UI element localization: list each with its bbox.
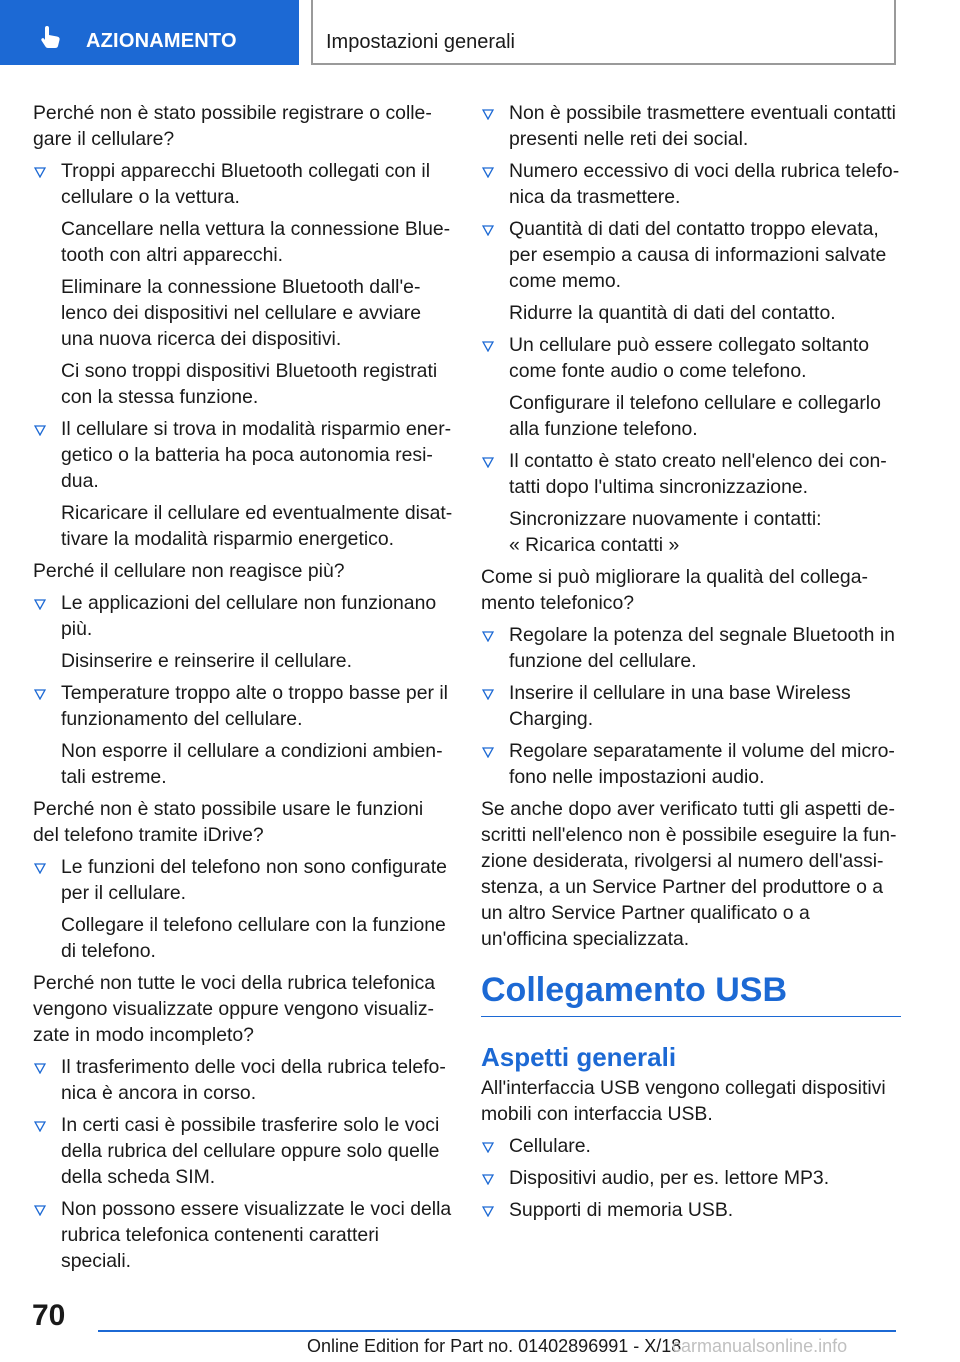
triangle-bullet-icon (34, 689, 46, 700)
left-column (33, 100, 453, 1280)
list-item (33, 1196, 453, 1274)
list-item-text: Troppi apparecchi Bluetooth collegati con il cellulare o la vettura. (61, 160, 430, 208)
list-item (481, 216, 901, 326)
bullet-list (481, 100, 901, 558)
list-item (481, 158, 901, 210)
bullet-list (481, 1133, 901, 1223)
triangle-bullet-icon (482, 109, 494, 120)
list-item-action: Disinserire e reinserire il cellulare. (61, 650, 352, 672)
hand-pointer-icon (38, 24, 64, 50)
question-no-response: Perché il cellulare non reagisce più? (33, 560, 345, 582)
list-item (481, 100, 901, 152)
triangle-bullet-icon (34, 1205, 46, 1216)
right-column (481, 100, 901, 1229)
bullet-list (33, 1054, 453, 1274)
section-tab (0, 0, 299, 65)
triangle-bullet-icon (482, 1142, 494, 1153)
triangle-bullet-icon (34, 1121, 46, 1132)
triangle-bullet-icon (34, 425, 46, 436)
triangle-bullet-icon (34, 599, 46, 610)
list-item (33, 1112, 453, 1190)
triangle-bullet-icon (482, 631, 494, 642)
list-item-text: Il contatto è stato creato nell'elenco dei contatti dopo l'ultima sincronizzazione. (509, 450, 887, 498)
question-idrive: Perché non è stato possibile usare le funzioni del telefono tramite iDrive? (33, 798, 424, 846)
list-item-text: Supporti di memoria USB. (509, 1199, 734, 1221)
question-registration: Perché non è stato possibile registrare o collegare il cellulare? (33, 102, 432, 150)
list-item-text: Regolare separatamente il volume del microfono nelle impostazioni audio. (509, 740, 895, 788)
list-item-text: Numero eccessivo di voci della rubrica telefonica da trasmettere. (509, 160, 900, 208)
list-item-text: Regolare la potenza del segnale Bluetooth in funzione del cellulare. (509, 624, 895, 672)
triangle-bullet-icon (34, 1063, 46, 1074)
list-item-action: Ridurre la quantità di dati del contatto. (509, 302, 836, 324)
watermark: carmanualsonline.info (672, 1336, 848, 1356)
list-item (481, 1133, 901, 1159)
list-item (481, 622, 901, 674)
list-item-action: Cancellare nella vettura la connessione Bluetooth con altri apparecchi. (61, 218, 451, 266)
triangle-bullet-icon (482, 167, 494, 178)
list-item-action: Collegare il telefono cellulare con la funzione di telefono. (61, 914, 446, 962)
list-item (33, 416, 453, 552)
section-label: AZIONAMENTO (86, 30, 237, 52)
list-item-text: Inserire il cellulare in una base Wireless Charging. (509, 682, 851, 730)
list-item-action: Eliminare la connessione Bluetooth dall'elenco dei dispositivi nel cellulare e avviare una nuova ricerca dei dispositivi. (61, 276, 421, 350)
list-item (481, 1165, 901, 1191)
list-item-text: In certi casi è possibile trasferire solo le voci della rubrica del cellulare oppure solo quelle della scheda SIM. (61, 1114, 440, 1188)
list-item-action: Sincronizzare nuovamente i contatti: « Ricarica contatti » (509, 508, 822, 556)
triangle-bullet-icon (482, 747, 494, 758)
bullet-list (33, 590, 453, 790)
list-item (33, 854, 453, 964)
question-phonebook: Perché non tutte le voci della rubrica telefonica vengono visualizzate oppure vengono visualizzate in modo incompleto? (33, 972, 436, 1046)
list-item (481, 738, 901, 790)
triangle-bullet-icon (482, 225, 494, 236)
list-item (33, 158, 453, 410)
list-item-text: Il cellulare si trova in modalità risparmio energetico o la batteria ha poca autonomia residua. (61, 418, 452, 492)
triangle-bullet-icon (34, 167, 46, 178)
list-item (481, 332, 901, 442)
list-item-action: Ricaricare il cellulare ed eventualmente disattivare la modalità risparmio energetico. (61, 502, 453, 550)
list-item-action: Configurare il telefono cellulare e collegarlo alla funzione telefono. (509, 392, 881, 440)
bullet-list (33, 158, 453, 552)
triangle-bullet-icon (482, 689, 494, 700)
list-item (33, 1054, 453, 1106)
list-item-action: Ci sono troppi dispositivi Bluetooth registrati con la stessa funzione. (61, 360, 438, 408)
list-item-text: Il trasferimento delle voci della rubrica telefonica è ancora in corso. (61, 1056, 446, 1104)
list-item-text: Cellulare. (509, 1135, 591, 1157)
list-item-text: Un cellulare può essere collegato soltanto come fonte audio o come telefono. (509, 334, 870, 382)
triangle-bullet-icon (482, 1174, 494, 1185)
closing-paragraph: Se anche dopo aver verificato tutti gli aspetti descritti nell'elenco non è possibile eseguire la funzione desiderata, rivolgersi al numero dell'assistenza, a un Service Partner del produttore o a un altro Service Partner qualificato o a un'officina specializzata. (481, 798, 897, 950)
chapter-title: Impostazioni generali (326, 31, 515, 53)
list-item-text: Quantità di dati del contatto troppo elevata, per esempio a causa di informazioni salvate come memo. (509, 218, 887, 292)
list-item (481, 1197, 901, 1223)
subsection-heading: Aspetti generali (481, 1042, 677, 1072)
list-item-text: Temperature troppo alte o troppo basse per il funzionamento del cellulare. (61, 682, 448, 730)
triangle-bullet-icon (34, 863, 46, 874)
list-item-text: Non è possibile trasmettere eventuali contatti presenti nelle reti dei social. (509, 102, 896, 150)
list-item (481, 680, 901, 732)
edition-note: Online Edition for Part no. 01402896991 - X/18 (307, 1336, 682, 1356)
triangle-bullet-icon (482, 341, 494, 352)
intro-paragraph: All'interfaccia USB vengono collegati dispositivi mobili con interfaccia USB. (481, 1077, 886, 1125)
bullet-list (481, 622, 901, 790)
list-item (33, 590, 453, 674)
list-item-text: Dispositivi audio, per es. lettore MP3. (509, 1167, 830, 1189)
list-item-text: Non possono essere visualizzate le voci della rubrica telefonica contenenti caratteri speciali. (61, 1198, 452, 1272)
list-item (481, 448, 901, 558)
footer-divider (98, 1330, 896, 1332)
page-number: 70 (32, 1299, 66, 1332)
list-item-text: Le funzioni del telefono non sono configurate per il cellulare. (61, 856, 447, 904)
list-item (33, 680, 453, 790)
section-heading: Collegamento USB (481, 970, 901, 1017)
list-item-action: Non esporre il cellulare a condizioni ambientali estreme. (61, 740, 443, 788)
triangle-bullet-icon (482, 457, 494, 468)
bullet-list (33, 854, 453, 964)
triangle-bullet-icon (482, 1206, 494, 1217)
list-item-text: Le applicazioni del cellulare non funzionano più. (61, 592, 437, 640)
question-call-quality: Come si può migliorare la qualità del collegamento telefonico? (481, 566, 868, 614)
